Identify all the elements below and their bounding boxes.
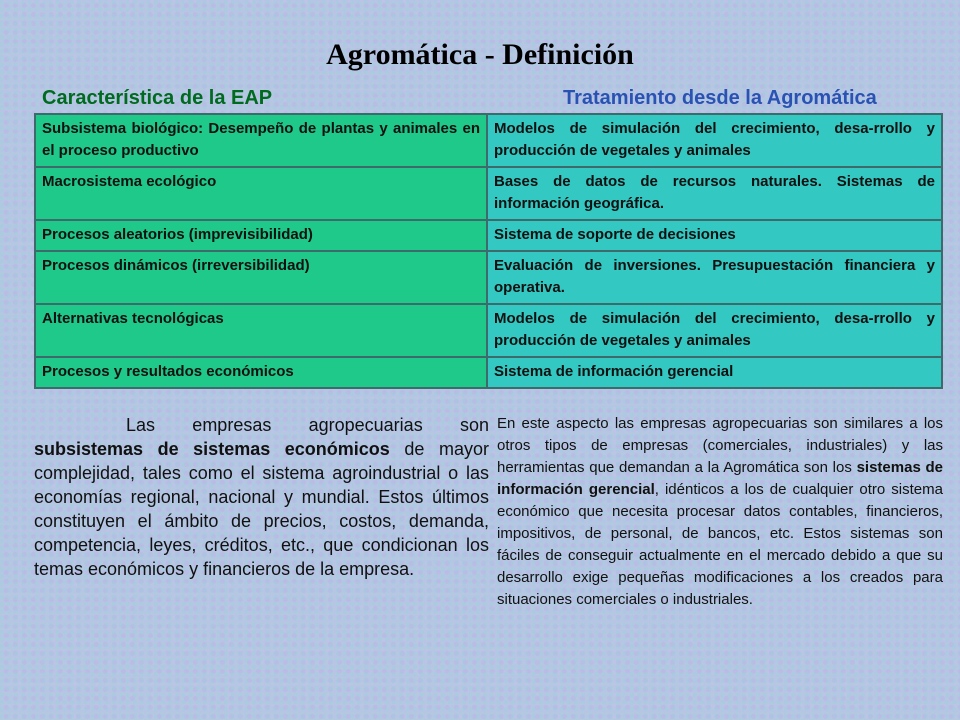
table-row: [36, 166, 941, 219]
table-cell-treatment: Sistema de información gerencial: [488, 358, 941, 387]
paragraph-right-part1: En este aspecto las empresas agropecuarias son similares a los otros tipos de empresas (comerciales, industriales) y las herramientas que demandan a la Agromática son los: [497, 415, 943, 476]
table-row: [36, 356, 941, 387]
table-cell-treatment: Sistema de soporte de decisiones: [488, 221, 941, 250]
paragraph-eap-economic: [34, 413, 489, 581]
paragraph-right-bold: sistemas de información gerencial: [497, 459, 944, 498]
paragraph-left-bold: subsistemas de sistemas económicos: [34, 439, 390, 459]
table-row: [36, 303, 941, 356]
table-cell-characteristic: Procesos aleatorios (imprevisibilidad): [36, 221, 488, 250]
paragraph-management-systems: [497, 413, 943, 611]
table-cell-characteristic: Alternativas tecnológicas: [36, 305, 488, 356]
table-cell-treatment: Modelos de simulación del crecimiento, desa-rrollo y producción de vegetales y animales: [488, 305, 941, 356]
paragraph-left-intro: Las empresas agropecuarias son: [126, 415, 489, 435]
table-cell-treatment: Modelos de simulación del crecimiento, desa-rrollo y producción de vegetales y animales: [488, 115, 941, 166]
paragraph-right-part2: , idénticos a los de cualquier otro sistema económico que necesita procesar datos contables, financieros, impositivos, de personal, de bancos, etc. Estos sistemas son fáciles de conseguir actualmente en el mercado debido a que su desarrollo exige pequeñas modificaciones a los creados para situaciones comerciales o industriales.: [497, 481, 943, 608]
table-cell-characteristic: Procesos y resultados económicos: [36, 358, 488, 387]
column-header-eap: Característica de la EAP: [42, 87, 273, 109]
table-row: [36, 115, 941, 166]
column-header-agromatica: Tratamiento desde la Agromática: [563, 87, 877, 109]
table-cell-characteristic: Subsistema biológico: Desempeño de plantas y animales en el proceso productivo: [36, 115, 488, 166]
page-title: Agromática - Definición: [326, 38, 634, 71]
table-cell-treatment: Bases de datos de recursos naturales. Sistemas de información geográfica.: [488, 168, 941, 219]
table-cell-characteristic: Procesos dinámicos (irreversibilidad): [36, 252, 488, 303]
paragraph-left-rest: de mayor complejidad, tales como el sistema agroindustrial o las economías regional, nacional y mundial. Estos últimos constituyen el ámbito de precios, costos, demanda, competencia, leyes, créditos, etc., que condicionan los temas económicos y financieros de la empresa.: [34, 439, 489, 579]
table-row: [36, 250, 941, 303]
table-cell-characteristic: Macrosistema ecológico: [36, 168, 488, 219]
table-cell-treatment: Evaluación de inversiones. Presupuestación financiera y operativa.: [488, 252, 941, 303]
comparison-table: [34, 113, 943, 389]
table-row: [36, 219, 941, 250]
